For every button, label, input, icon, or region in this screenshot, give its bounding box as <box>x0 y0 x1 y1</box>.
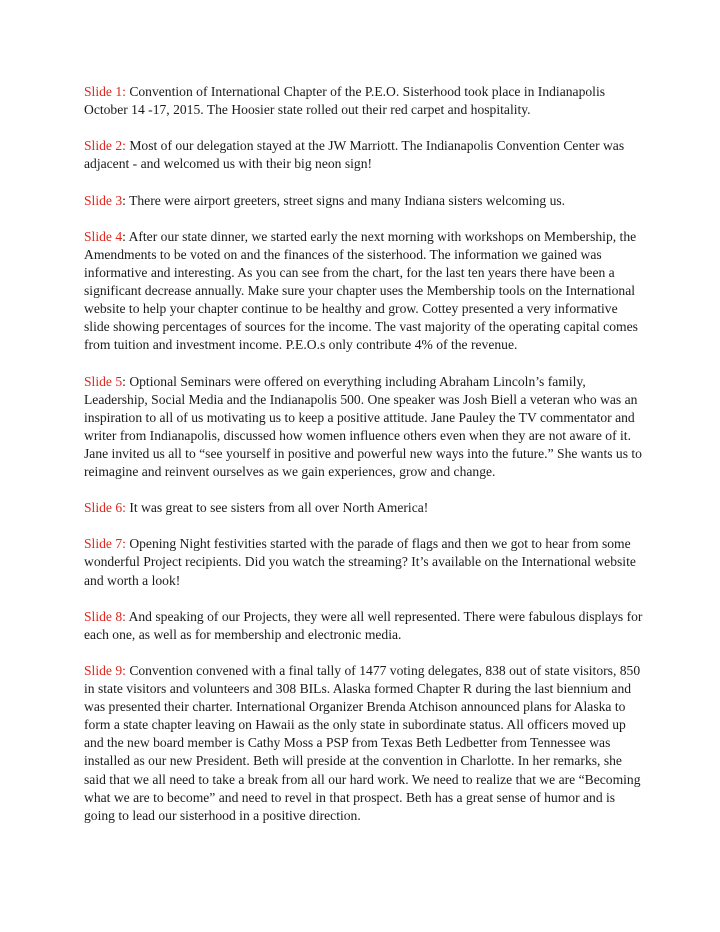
slide-label: Slide 9: <box>84 663 126 678</box>
paragraph-text: Most of our delegation stayed at the JW Marriott. The Indianapolis Convention Center was adjacent - and welcomed us with their big neon sign! <box>84 138 625 172</box>
slide-label: Slide 7: <box>84 536 126 552</box>
paragraph-slide-3 <box>84 192 644 210</box>
paragraph-slide-1 <box>84 83 644 119</box>
slide-label: Slide 1: <box>84 84 126 99</box>
paragraph-text: : After our state dinner, we started early the next morning with workshops on Membership, the Amendments to be voted on and the finances of the sisterhood. The information we gained was informative and interesting. As you can see from the chart, for the last ten years there have been a significant decrease annually. Make sure your chapter uses the Membership tools on the International website to help your chapter continue to be healthy and grow. Cottey presented a very informative slide showing percentages of sources for the income. The vast majority of the operating capital comes from tuition and investment income. P.E.O.s only contribute 4% of the revenue. <box>84 228 638 353</box>
paragraph-text: It was great to see sisters from all over North America! <box>125 500 429 516</box>
paragraph-text: : Optional Seminars were offered on everything including Abraham Lincoln’s family, Leadership, Social Media and the Indianapolis 500. One speaker was Josh Biell a veteran who was an inspiration to all of us motivating us to keep a positive attitude. Jane Pauley the TV commentator and writer from Indianapolis, discussed how women influence others even when they are not aware of it. Jane invited us all to “see yourself in positive and powerful new ways into the future.” She wants us to reimagine and reinvent ourselves as we gain experiences, grow and change. <box>84 373 642 479</box>
paragraph-slide-8 <box>84 608 644 644</box>
slide-label: Slide 4 <box>84 228 123 244</box>
paragraph-slide-7 <box>84 535 644 589</box>
slide-label: Slide 2: <box>84 138 126 154</box>
paragraph-slide-4 <box>84 228 644 355</box>
paragraph-text: And speaking of our Projects, they were all well represented. There were fabulous displays for each one, as well as for membership and electronic media. <box>84 608 643 642</box>
paragraph-slide-2 <box>84 137 644 173</box>
paragraph-slide-6 <box>84 499 644 517</box>
paragraph-text: Opening Night festivities started with the parade of flags and then we got to hear from some wonderful Project recipients. Did you watch the streaming? It’s available on the International website and worth a look! <box>84 536 636 588</box>
paragraph-text: : There were airport greeters, street signs and many Indiana sisters welcoming us. <box>122 192 566 208</box>
paragraph-slide-5 <box>84 373 644 482</box>
paragraph-text: Convention of International Chapter of the P.E.O. Sisterhood took place in Indianapolis October 14 -17, 2015. The Hoosier state rolled out their red carpet and hospitality. <box>84 84 606 118</box>
slide-label: Slide 8: <box>84 608 126 624</box>
slide-label: Slide 3 <box>84 192 123 208</box>
document-page <box>84 83 644 843</box>
paragraph-slide-9 <box>84 662 644 825</box>
slide-label: Slide 6: <box>84 500 126 516</box>
slide-label: Slide 5 <box>84 373 123 389</box>
paragraph-text: Convention convened with a final tally of 1477 voting delegates, 838 out of state visitors, 850 in state visitors and volunteers and 308 BILs. Alaska formed Chapter R during the last biennium and was presented their charter. International Organizer Brenda Atchison announced plans for Alaska to form a state chapter leaving on Hawaii as the only state in subordinate status. All officers moved up and the new board member is Cathy Moss a PSP from Texas Beth Ledbetter from Tennessee was installed as our new President. Beth will preside at the convention in Charlotte. In her remarks, she said that we all need to take a break from all our hard work. We need to realize that we are “Becoming what we are to become” and need to revel in that prospect. Beth has a great sense of humor and is going to lead our sisterhood in a positive direction. <box>84 663 641 823</box>
